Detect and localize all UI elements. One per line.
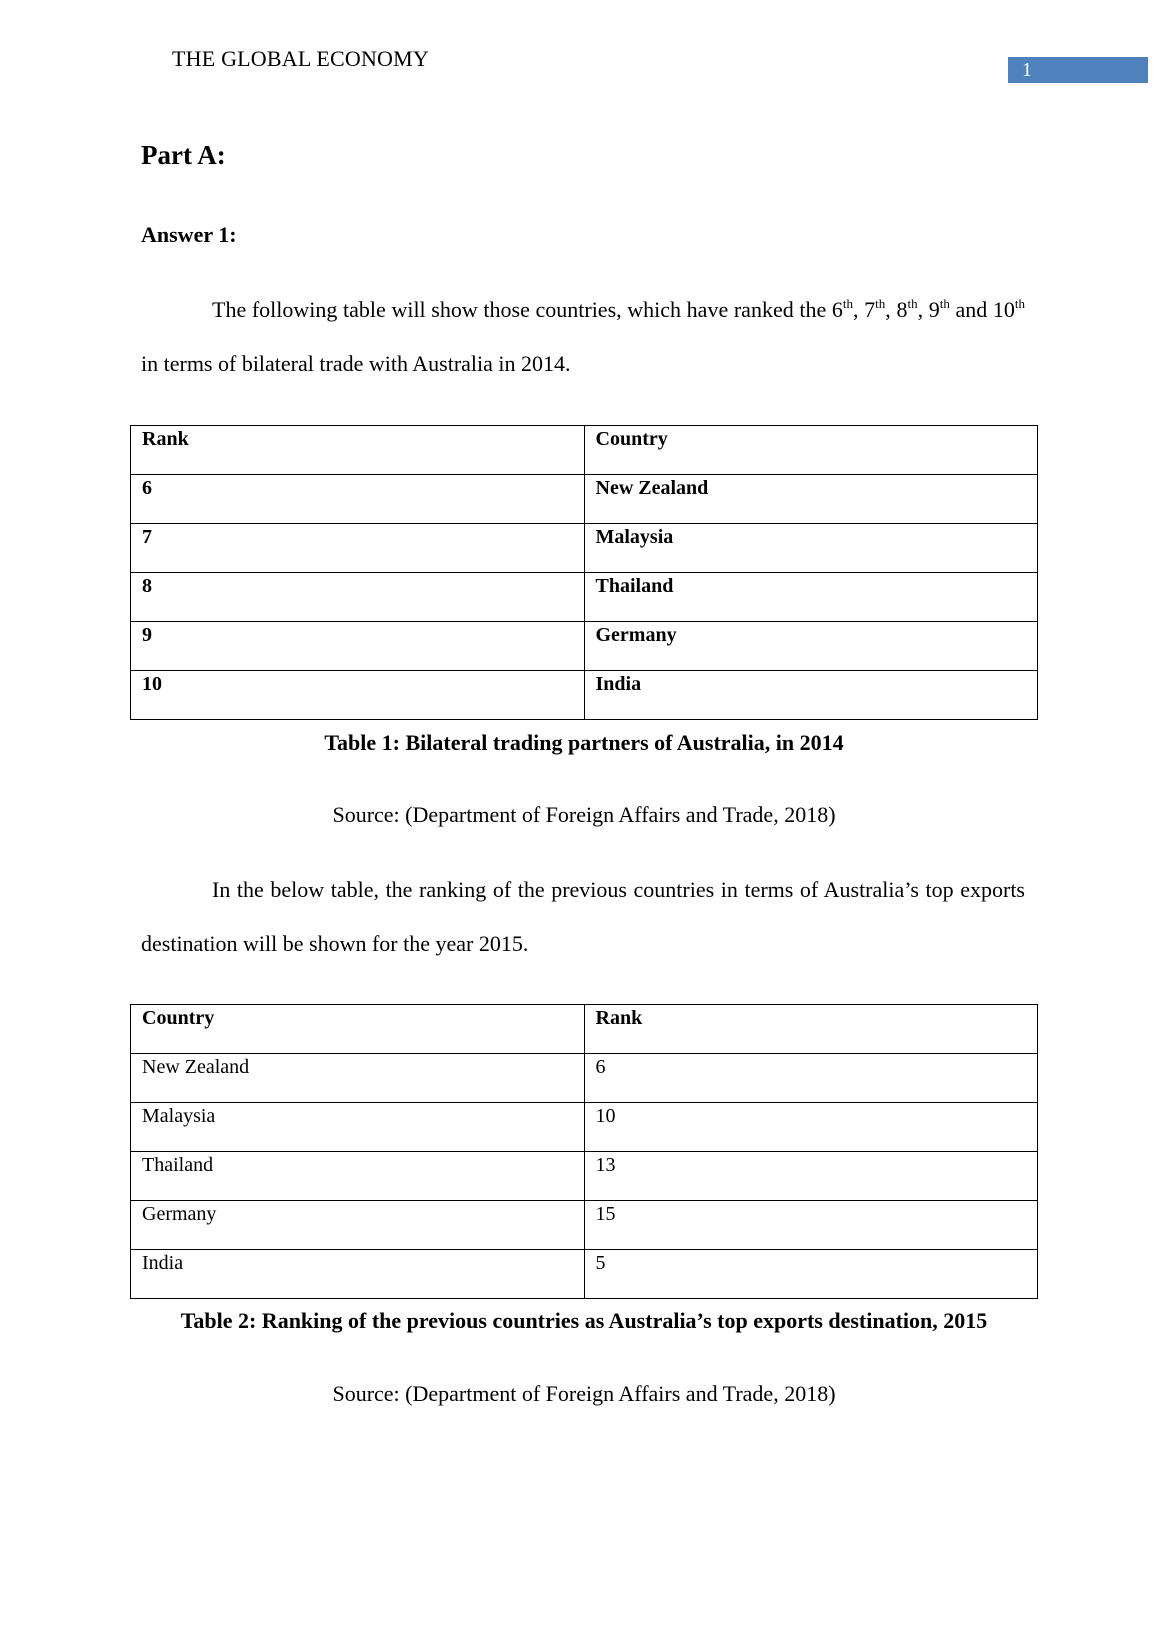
- second-paragraph: In the below table, the ranking of the previous countries in terms of Australia’s top exports destination will be shown for the year 2015.: [141, 877, 1025, 956]
- table-cell: Malaysia: [584, 524, 1038, 573]
- table-cell: 8: [131, 573, 585, 622]
- ordinal-suffix: th: [1014, 296, 1026, 311]
- table-cell: Thailand: [131, 1152, 585, 1201]
- ordinal-sep: ,: [885, 297, 897, 322]
- ordinal-9: 9: [928, 297, 940, 322]
- table2-caption: Table 2: Ranking of the previous countries as Australia’s top exports destination, 2015: [180, 1308, 988, 1333]
- table-row: [131, 524, 1038, 573]
- table-cell: 7: [131, 524, 585, 573]
- table-header-cell: Rank: [131, 426, 585, 475]
- table-cell: 10: [131, 671, 585, 720]
- ordinal-suffix: th: [842, 296, 854, 311]
- table-cell: Malaysia: [131, 1103, 585, 1152]
- table-row: [131, 1054, 1038, 1103]
- table-header-cell: Rank: [584, 1005, 1038, 1054]
- table-row: [131, 622, 1038, 671]
- table-header-row: [131, 1005, 1038, 1054]
- table-cell: 10: [584, 1103, 1038, 1152]
- table-row: [131, 1201, 1038, 1250]
- table-row: [131, 1152, 1038, 1201]
- table-cell: 15: [584, 1201, 1038, 1250]
- table-cell: Germany: [131, 1201, 585, 1250]
- ordinal-10: 10: [992, 297, 1015, 322]
- ordinal-6: 6: [831, 297, 843, 322]
- table-header-row: [131, 426, 1038, 475]
- running-header-title: THE GLOBAL ECONOMY: [172, 46, 429, 71]
- ordinal-suffix: th: [907, 296, 918, 311]
- bilateral-partners-table: [130, 425, 1038, 720]
- table-row: [131, 1250, 1038, 1299]
- table-row: [131, 671, 1038, 720]
- table-cell: 6: [131, 475, 585, 524]
- table-cell: Thailand: [584, 573, 1038, 622]
- table1-caption: Table 1: Bilateral trading partners of Australia, in 2014: [324, 730, 844, 755]
- table1-source: Source: (Department of Foreign Affairs and Trade, 2018): [332, 802, 836, 827]
- table-header-cell: Country: [584, 426, 1038, 475]
- table-cell: 13: [584, 1152, 1038, 1201]
- ordinal-sep: ,: [917, 297, 929, 322]
- intro-and: and: [949, 297, 993, 322]
- table-row: [131, 573, 1038, 622]
- table-cell: Germany: [584, 622, 1038, 671]
- table-cell: 9: [131, 622, 585, 671]
- table-row: [131, 1103, 1038, 1152]
- intro-paragraph: [141, 283, 1025, 391]
- ordinal-suffix: th: [939, 296, 950, 311]
- intro-lead: The following table will show those countries, which have ranked the: [212, 297, 832, 322]
- table-row: [131, 475, 1038, 524]
- table-cell: 6: [584, 1054, 1038, 1103]
- table-cell: New Zealand: [131, 1054, 585, 1103]
- ordinal-sep: ,: [853, 297, 865, 322]
- ordinal-7: 7: [864, 297, 876, 322]
- table-cell: India: [131, 1250, 585, 1299]
- table-header-cell: Country: [131, 1005, 585, 1054]
- table-cell: New Zealand: [584, 475, 1038, 524]
- table-cell: India: [584, 671, 1038, 720]
- subsection-heading: Answer 1:: [141, 222, 237, 247]
- export-ranking-table: [130, 1004, 1038, 1299]
- section-heading: Part A:: [141, 140, 226, 170]
- table-cell: 5: [584, 1250, 1038, 1299]
- ordinal-suffix: th: [875, 296, 886, 311]
- intro-tail: in terms of bilateral trade with Australia in 2014.: [141, 351, 571, 376]
- page-number-badge: 1: [1008, 57, 1148, 83]
- ordinal-8: 8: [896, 297, 908, 322]
- table2-source: Source: (Department of Foreign Affairs and Trade, 2018): [332, 1381, 836, 1406]
